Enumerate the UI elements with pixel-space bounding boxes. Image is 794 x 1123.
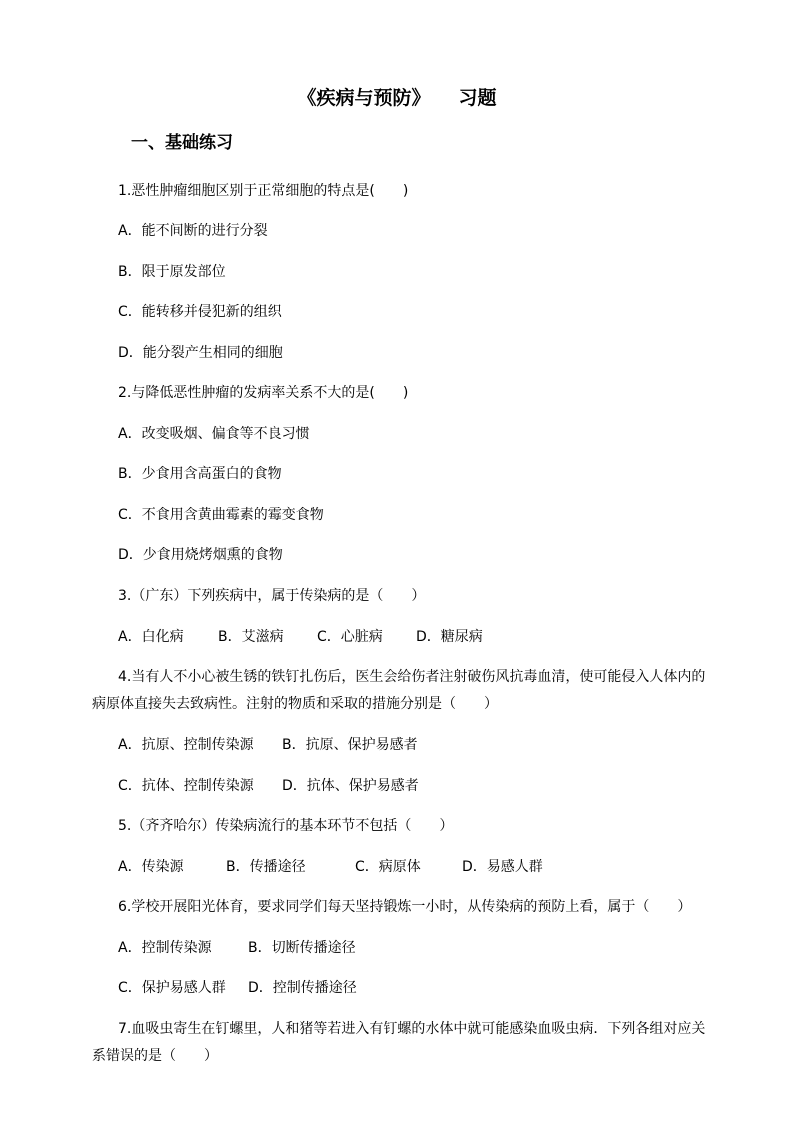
question-7-stem-line1: 7.血吸虫寄生在钉螺里，人和猪等若进入有钉螺的水体中就可能感染血吸虫病．下列各组对应关: [118, 1021, 706, 1037]
question-3-option-d: D．糖尿病: [416, 629, 483, 645]
question-1-option-b: B．限于原发部位: [118, 264, 226, 280]
question-3-option-c: C．心脏病: [317, 629, 383, 645]
question-3-option-a: A．白化病: [118, 629, 184, 645]
question-5-option-d: D．易感人群: [462, 859, 543, 875]
question-4-option-c: C．抗体、控制传染源: [118, 778, 254, 794]
question-4-stem-line2: 病原体直接失去致病性。注射的物质和采取的措施分别是（ ）: [92, 696, 498, 712]
question-6-option-b: B．切断传播途径: [248, 940, 356, 956]
question-1-option-d: D．能分裂产生相同的细胞: [118, 345, 283, 361]
question-6-option-c: C．保护易感人群: [118, 980, 226, 996]
question-6-option-d: D．控制传播途径: [248, 980, 357, 996]
question-2-option-d: D．少食用烧烤烟熏的食物: [118, 547, 283, 563]
question-5-stem: 5.（齐齐哈尔）传染病流行的基本环节不包括（ ）: [118, 818, 454, 834]
question-2-option-a: A．改变吸烟、偏食等不良习惯: [118, 426, 310, 442]
question-5-option-b: B．传播途径: [226, 859, 306, 875]
section-heading: 一、基础练习: [131, 133, 233, 153]
question-3-option-b: B．艾滋病: [218, 629, 284, 645]
page-title: [0, 86, 794, 110]
question-4-option-a: A．抗原、控制传染源: [118, 737, 254, 753]
question-1-option-c: C．能转移并侵犯新的组织: [118, 304, 282, 320]
title-main: 《疾病与预防》: [297, 87, 431, 109]
question-3-stem: 3.（广东）下列疾病中，属于传染病的是（ ）: [118, 588, 426, 604]
question-2-option-c: C．不食用含黄曲霉素的霉变食物: [118, 507, 324, 523]
question-4-stem-line1: 4.当有人不小心被生锈的铁钉扎伤后，医生会给伤者注射破伤风抗毒血清，使可能侵入人体内的: [118, 669, 706, 685]
question-2-stem: 2.与降低恶性肿瘤的发病率关系不大的是( ): [118, 385, 409, 401]
question-6-option-a: A．控制传染源: [118, 940, 212, 956]
question-2-option-b: B．少食用含高蛋白的食物: [118, 466, 282, 482]
question-4-option-d: D．抗体、保护易感者: [282, 778, 419, 794]
title-suffix: 习题: [458, 87, 497, 109]
question-1-stem: 1.恶性肿瘤细胞区别于正常细胞的特点是( ): [118, 183, 409, 199]
question-7-stem-line2: 系错误的是（ ）: [92, 1048, 218, 1064]
question-5-option-c: C．病原体: [355, 859, 421, 875]
question-4-option-b: B．抗原、保护易感者: [282, 737, 418, 753]
question-6-stem: 6.学校开展阳光体育，要求同学们每天坚持锻炼一小时，从传染病的预防上看，属于（ ）: [118, 899, 692, 915]
question-5-option-a: A．传染源: [118, 859, 184, 875]
question-1-option-a: A．能不间断的进行分裂: [118, 223, 268, 239]
